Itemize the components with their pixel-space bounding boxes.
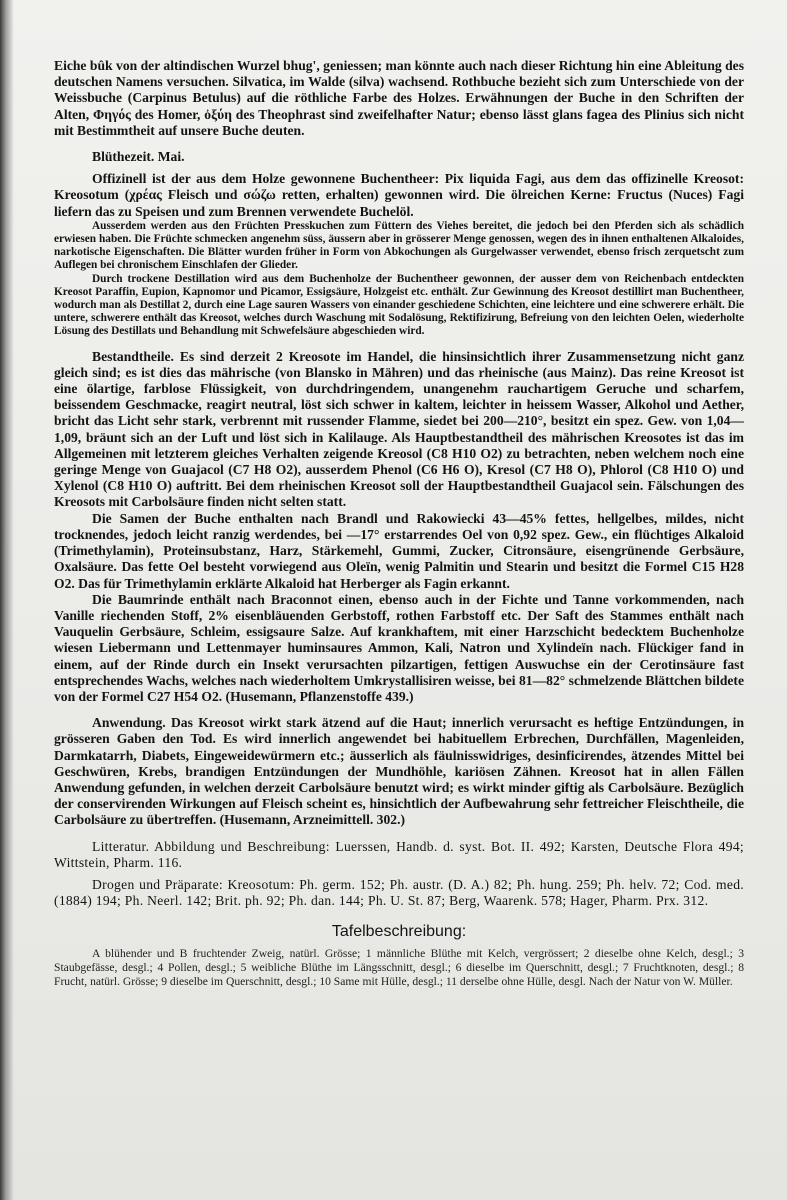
- paragraph-destillation: Durch trockene Destillation wird aus dem Buchenholze der Buchentheer gewonnen, der ausser dem von Reichenbach entdeckten Kreosot Paraffin, Eupion, Kapnomor und Picamor, Essigsäure, Holzgeist etc. enthält. Zur Gewinnung des Kreosot destillirt man Buchentheer, wodurch man als Destillat 2, durch eine Lage sauren Wassers von einander geschiedene Schichten, eine leichtere und eine schwerere erhält. Die untere, schwerere enthält das Kreosot, welches durch Waschung mit Sodalösung, Rektifizirung, Befreiung von den leichten Oelen, wiederholte Lösung des Destillats und Behandlung mit Schwefelsäure abgeschieden wird.: [54, 272, 744, 338]
- paragraph-offizinell: Offizinell ist der aus dem Holze gewonnene Buchentheer: Pix liquida Fagi, aus dem das offizinelle Kreosot: Kreosotum (χρέας Fleisch und σώζω retten, erhalten) gewonnen wird. Die ölreichen Kerne: Fructus (Nuces) Fagi liefern das zu Speisen und zum Brennen verwendete Buchelöl.: [54, 171, 744, 219]
- paragraph-baumrinde: Die Baumrinde enthält nach Braconnot einen, ebenso auch in der Fichte und Tanne vorkommenden, nach Vanille riechenden Stoff, 2% eisenbläuenden Gerbstoff, rothen Farbstoff etc. Der Saft des Stammes enthält nach Vauquelin Gerbsäure, Schleim, essigsaure Salze. Auf krankhaftem, mit einer Harzschicht bedecktem Buchenholze wiesen Liebermann und Lettenmayer huminsaures Ammon, Kali, Natron und Xylindeïn nach. Flückiger fand in einem, auf der Rinde durch ein Insekt verursachten pilzartigen, fettigen Auswuchse ein der Cerotinsäure fast entsprechendes Wachs, welches nach wiederholtem Umkrystallisiren weisse, bei 81—82° schmelzende Blättchen bildete von der Formel C27 H54 O2. (Husemann, Pflanzenstoffe 439.): [54, 591, 744, 704]
- paragraph-anwendung: Anwendung. Das Kreosot wirkt stark ätzend auf die Haut; innerlich verursacht es heftige Entzündungen, in grösseren Gaben den Tod. Es wird innerlich angewendet bei habituellem Erbrechen, Durchfällen, Magenleiden, Darmkatarrh, Diabets, Eingeweidewürmern etc.; äusserlich als fäulnisswidriges, desinficirendes, ätzendes Mittel bei Geschwüren, Krebs, brandigen Entzündungen der Mundhöhle, kariösen Zähnen. Kreosot hat in allen Fällen Anwendung gefunden, in welchen derzeit Carbolsäure benutzt wird; es wirkt minder giftig als Carbolsäure. Bezüglich der conservirenden Wirkungen auf Fleisch scheint es, hinsichtlich der Aufbewahrung sehr fettreicher Fleischtheile, die Carbolsäure zu übertreffen. (Husemann, Arzneimittell. 302.): [54, 715, 744, 828]
- paragraph-samen: Die Samen der Buche enthalten nach Brandl und Rakowiecki 43—45% fettes, hellgelbes, mildes, nicht trocknendes, jedoch leicht ranzig werdendes, bei —17° erstarrendes Oel von 0,92 spez. Gew., ein flüchtiges Alkaloid (Trimethylamin), Proteinsubstanz, Harz, Stärkemehl, Gummi, Zucker, Citronsäure, eisengrünende Gerbsäure, Oxalsäure. Das fette Oel besteht vorwiegend aus Oleïn, wenig Palmitin und Stearin und besitzt die Formel C15 H28 O2. Das für Trimethylamin erklärte Alkaloid hat Herberger als Fagin erkannt.: [54, 510, 744, 591]
- paragraph-ausserdem: Ausserdem werden aus den Früchten Presskuchen zum Füttern des Viehes bereitet, die jedoch bei den Pferden sich als schädlich erwiesen haben. Die Früchte schmecken angenehm süss, äussern aber in grösserer Menge genossen, wegen des in ihnen enthaltenen Alkaloides, narkotische Eigenschaften. Die Blätter wurden früher in Form von Abkochungen als Gurgelwasser verwendet, ebenso frisch zerquetscht zum Auflegen bei chronischem Einschlafen der Glieder.: [54, 219, 744, 272]
- paragraph-etymology: Eiche bûk von der altindischen Wurzel bhug', geniessen; man könnte auch nach dieser Richtung hin eine Ableitung des deutschen Namens versuchen. Silvatica, im Walde (silva) wachsend. Rothbuche bezieht sich zum Unterschiede von der Weissbuche (Carpinus Betulus) auf die röthliche Farbe des Holzes. Erwähnungen der Buche in den Schriften der Alten, Φηγός des Homer, ὀξύη des Theophrast sind zweifelhafter Natur; ebenso lässt glans fagea des Plinius sich nicht mit Bestimmtheit auf unsere Buche deuten.: [54, 58, 744, 138]
- text-column: [54, 58, 744, 989]
- tafel-title: Tafelbeschreibung:: [331, 923, 467, 941]
- paragraph-litteratur: Litteratur. Abbildung und Beschreibung: Luerssen, Handb. d. syst. Bot. II. 492; Karsten, Deutsche Flora 494; Wittstein, Pharm. 116.: [54, 838, 744, 870]
- paragraph-bestandtheile: Bestandtheile. Es sind derzeit 2 Kreosote im Handel, die hinsinsichtlich ihrer Zusammensetzung nicht ganz gleich sind; es ist dies das mährische (von Blansko in Mähren) und das rheinische (aus Mainz). Das reine Kreosot ist eine ölartige, farblose Flüssigkeit, von durchdringendem, unangenehm rauchartigem Geruche und scharfem, beissendem Geschmacke, reagirt neutral, löst sich schwer in kaltem, leichter in heissem Wasser, Alkohol und Aether, bricht das Licht sehr stark, verbrennt mit russender Flamme, siedet bei 200—210°, besitzt ein spez. Gew. von 1,04—1,09, bräunt sich an der Luft und löst sich in Kalilauge. Als Hauptbestandtheil des mährischen Kreosotes ist das im Allgemeinen mit letzterem gleiches Verhalten zeigende Kreosol (C8 H10 O2) zu betrachten, neben welchem noch eine geringe Menge von Guajacol (C7 H8 O2), ausserdem Phenol (C6 H6 O), Kresol (C7 H8 O), Phlorol (C8 H10 O) und Xylenol (C8 H10 O) auftritt. Bei dem rheinischen Kreosot soll der Hauptbestandtheil Guajacol sein. Fälschungen des Kreosots mit Carbolsäure finden nicht selten statt.: [54, 348, 744, 510]
- tafel-description: A blühender und B fruchtender Zweig, natürl. Grösse; 1 männliche Blüthe mit Kelch, vergrössert; 2 dieselbe ohne Kelch, desgl.; 3 Staubgefässe, desgl.; 4 Pollen, desgl.; 5 weibliche Blüthe im Längsschnitt, desgl.; 6 dieselbe im Querschnitt, desgl.; 7 Fruchtknoten, desgl.; 8 Frucht, natürl. Grösse; 9 dieselbe im Querschnitt, desgl.; 10 Same mit Hülle, desgl.; 11 derselbe ohne Hülle, desgl. Nach der Natur von W. Müller.: [54, 947, 744, 989]
- paragraph-bluethezeit: Blüthezeit. Mai.: [92, 149, 185, 165]
- paragraph-drogen: Drogen und Präparate: Kreosotum: Ph. germ. 152; Ph. austr. (D. A.) 82; Ph. hung. 259; Ph. helv. 72; Cod. med. (1884) 194; Ph. Neerl. 142; Brit. ph. 92; Ph. dan. 144; Ph. U. St. 87; Berg, Waarenk. 578; Hager, Pharm. Prx. 312.: [54, 876, 744, 909]
